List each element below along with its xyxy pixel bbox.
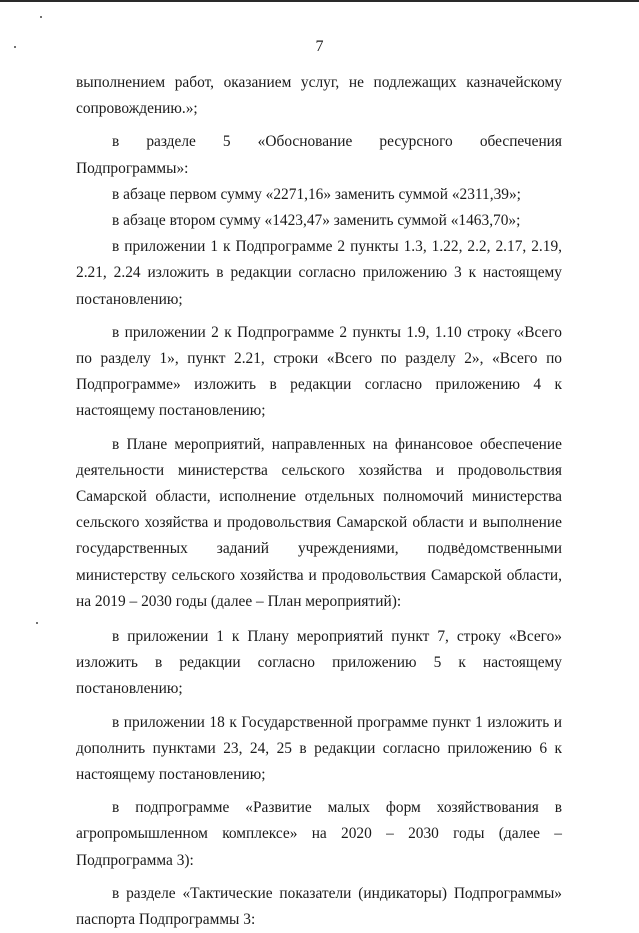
paragraph-section-5: в разделе 5 «Обоснование ресурсного обеспечения Подпрограммы»: — [76, 133, 562, 177]
paragraph-first-abzac: в абзаце первом сумму «2271,16» заменить суммой «2311,39»; — [112, 185, 521, 203]
scan-top-edge — [0, 0, 639, 2]
scan-speck — [36, 622, 38, 624]
page-number: 7 — [315, 38, 324, 55]
scan-speck — [40, 16, 42, 18]
paragraph-second-abzac: в абзаце втором сумму «1423,47» заменить суммой «1463,70»; — [112, 212, 521, 230]
paragraph-action-plan: в Плане мероприятий, направленных на финансовое обеспечение деятельности министерства сельского хозяйства и продовольствия Самарской области, исполнение отдельных полномочий министерства сельского хозяйства и продовольствия Самарской области и выполнение государственных заданий учреждениями, подведомственными министерству сельского хозяйства и продовольствия Самарской области, на 2019 – 2030 годы (далее – План мероприятий): — [76, 435, 562, 610]
paragraph-tactical-indicators: в разделе «Тактические показатели (индикаторы) Подпрограммы» паспорта Подпрограммы 3: — [76, 884, 562, 929]
paragraph-plan-appendix-1: в приложении 1 к Плану мероприятий пункт 7, строку «Всего» изложить в редакции согласно приложению 5 к настоящему постановлению; — [76, 628, 562, 698]
paragraph-appendix-2: в приложении 2 к Подпрограмме 2 пункты 1.9, 1.10 строку «Всего по разделу 1», пункт 2.21, строки «Всего по разделу 2», «Всего по Подпрограмме» изложить в редакции согласно приложению 4 к настоящему постановлению; — [76, 323, 562, 420]
paragraph-subprogram-3: в подпрограмме «Развитие малых форм хозяйствования в агропромышленном комплексе» на 2020 – 2030 годы (далее – Подпрограмма 3): — [76, 799, 562, 869]
paragraph-appendix-18: в приложении 18 к Государственной программе пункт 1 изложить и дополнить пунктами 23, 24, 25 в редакции согласно приложению 6 к настоящему постановлению; — [76, 713, 562, 784]
paragraph-appendix-1: в приложении 1 к Подпрограмме 2 пункты 1.3, 1.22, 2.2, 2.17, 2.19, 2.21, 2.24 изложить в редакции согласно приложению 3 к настоящему постановлению; — [76, 238, 562, 308]
document-body — [76, 70, 562, 933]
paragraph-continuation: выполнением работ, оказанием услуг, не подлежащих казначейскому сопровождению.»; — [76, 74, 562, 118]
